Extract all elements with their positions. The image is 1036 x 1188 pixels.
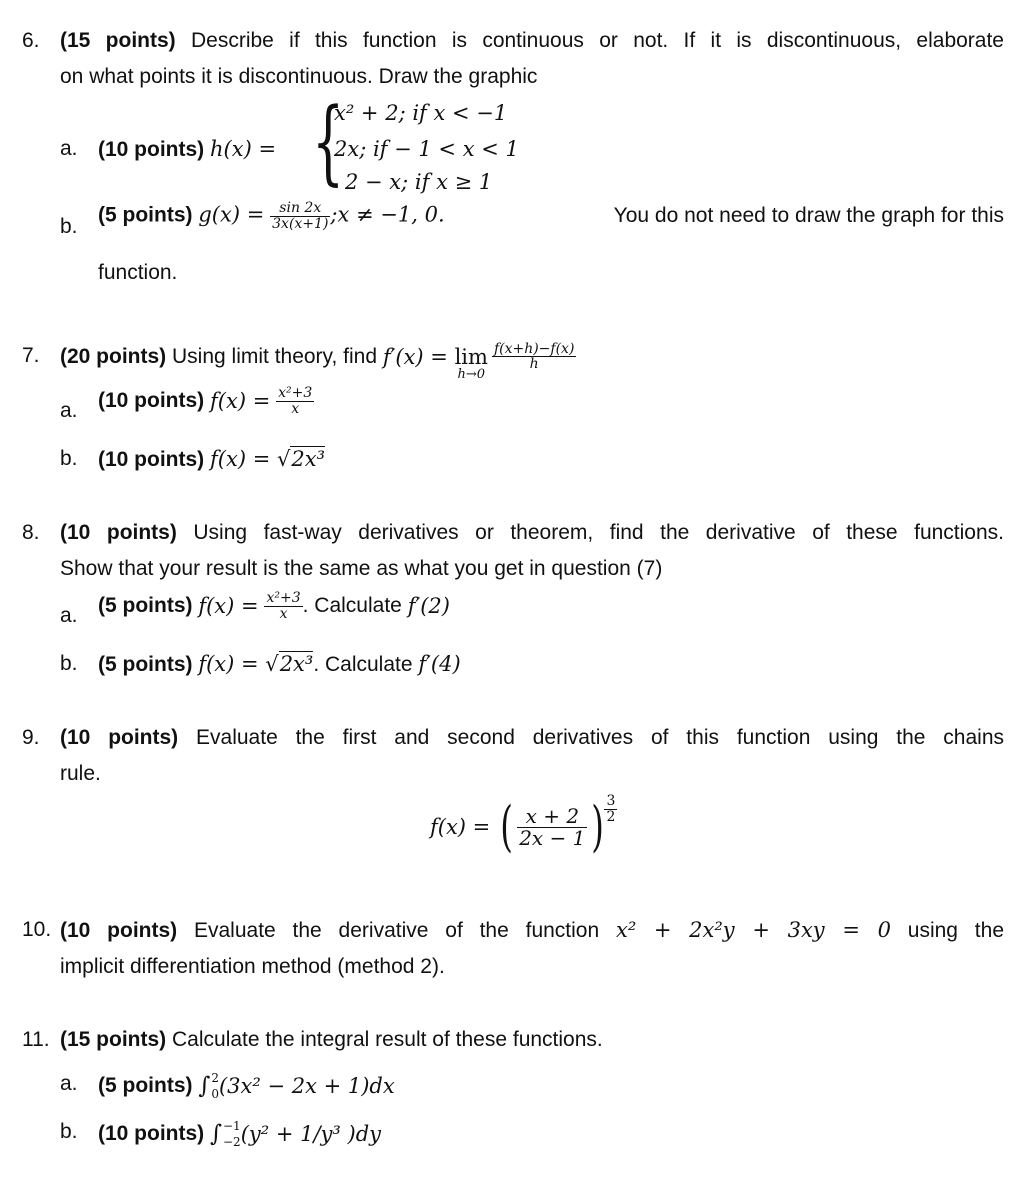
q6b-label: b. bbox=[60, 215, 78, 238]
q7a-body bbox=[98, 386, 314, 416]
q8a-denominator: x bbox=[264, 606, 302, 622]
q7-lim: lim bbox=[454, 345, 488, 369]
q7-number: 7. bbox=[22, 344, 40, 367]
q7-diff-quotient bbox=[492, 342, 576, 372]
q11a-integrand: (3x² − 2x + 1)dx bbox=[218, 1074, 395, 1098]
q7-limit bbox=[455, 346, 488, 382]
q8-number: 8. bbox=[22, 521, 40, 544]
q7-line bbox=[60, 332, 576, 382]
q8-line1 bbox=[60, 515, 1004, 551]
q11b-upper: −1 bbox=[223, 1119, 241, 1133]
q11a-body bbox=[98, 1072, 395, 1100]
q6-line1 bbox=[60, 23, 1004, 59]
q10-line1 bbox=[60, 912, 1004, 949]
q8b-body bbox=[98, 652, 461, 677]
q6b-fraction bbox=[270, 201, 330, 231]
q6a-body bbox=[98, 137, 276, 162]
q9-exponent bbox=[604, 794, 617, 824]
q8a-body bbox=[98, 591, 450, 621]
q10-line1b: using the bbox=[890, 919, 1004, 942]
q7-lim-sub: h→0 bbox=[457, 367, 486, 383]
q8-points: (10 points) bbox=[60, 521, 177, 544]
q6a-points: (10 points) bbox=[98, 138, 205, 161]
q8a-label: a. bbox=[60, 604, 78, 627]
q6-points: (15 points) bbox=[60, 29, 176, 52]
q6a-case2: 2x; if − 1 < x < 1 bbox=[334, 137, 519, 161]
q9-line1-text: Evaluate the first and second derivatives of this function using the chains bbox=[178, 726, 1005, 749]
q9-number: 9. bbox=[22, 726, 40, 749]
q10-line2: implicit differentiation method (method 2). bbox=[60, 955, 445, 978]
q9-formula bbox=[430, 793, 617, 858]
q7b-radicand: 2x³ bbox=[291, 447, 325, 471]
q11-line bbox=[60, 1028, 603, 1052]
q6b-func: g(x) = bbox=[198, 202, 265, 227]
q10-number: 10. bbox=[22, 918, 52, 941]
integral-sign-b: ∫ bbox=[210, 1121, 222, 1147]
q6b-denominator: 3x(x+1) bbox=[272, 215, 329, 232]
q8b-points: (5 points) bbox=[98, 653, 193, 676]
q6a-func: h(x) = bbox=[210, 137, 277, 161]
q9-points: (10 points) bbox=[60, 726, 179, 749]
q7-fprime: f′(x) = bbox=[382, 344, 455, 369]
q6a-label: a. bbox=[60, 137, 78, 160]
q8a-calc: f′(2) bbox=[407, 594, 450, 619]
q10-equation: x² + 2x²y + 3xy = 0 bbox=[616, 918, 891, 942]
piecewise-brace: { bbox=[312, 88, 345, 195]
q11a-lower: 0 bbox=[211, 1087, 219, 1101]
q8-line1-text: Using fast-way derivatives or theorem, find the derivative of these functions. bbox=[176, 521, 1004, 544]
q10-line1a: Evaluate the derivative of the function bbox=[177, 919, 616, 942]
q7-dq-numerator: f(x+h)−f(x) bbox=[493, 340, 575, 357]
q9-exp-denominator: 2 bbox=[606, 808, 616, 825]
q7a-func: f(x) = bbox=[210, 389, 271, 414]
q11-text: Calculate the integral result of these functions. bbox=[166, 1028, 603, 1051]
q8b-label: b. bbox=[60, 652, 78, 675]
q11a-upper: 2 bbox=[211, 1071, 219, 1085]
q8a-numerator: x²+3 bbox=[266, 590, 301, 606]
q8a-calc-prefix: . Calculate bbox=[302, 594, 408, 618]
q11b-points: (10 points) bbox=[98, 1122, 205, 1145]
q8b-calc-prefix: . Calculate bbox=[313, 653, 419, 676]
q7b-func: f(x) = √ bbox=[210, 447, 291, 471]
q7b-label: b. bbox=[60, 447, 78, 470]
q9-fraction bbox=[517, 803, 587, 850]
q11a-limits bbox=[211, 1072, 219, 1100]
q9-exp-numerator: 3 bbox=[606, 793, 616, 809]
q10-points: (10 points) bbox=[60, 919, 178, 942]
q7b-points: (10 points) bbox=[98, 448, 205, 471]
q9-right-paren: ) bbox=[591, 795, 605, 858]
q6b-rest: You do not need to draw the graph for this bbox=[613, 204, 1004, 228]
q6-line1-text: Describe if this function is continuous or not. If it is discontinuous, elaborate bbox=[175, 29, 1004, 52]
q7-dq-denominator: h bbox=[492, 356, 576, 372]
q7a-points: (10 points) bbox=[98, 389, 205, 413]
q11b-label: b. bbox=[60, 1120, 78, 1143]
q6b-points: (5 points) bbox=[98, 203, 193, 227]
q7b-body bbox=[98, 447, 325, 472]
q11b-body bbox=[98, 1120, 381, 1148]
q8b-calc: f′(4) bbox=[418, 652, 461, 676]
q9-left-paren: ( bbox=[500, 795, 513, 858]
q8a-fraction bbox=[264, 591, 302, 621]
q6a-case1: x² + 2; if x < −1 bbox=[334, 101, 508, 125]
q9-func: f(x) = bbox=[430, 815, 491, 839]
q8-line2: Show that your result is the same as what you get in question (7) bbox=[60, 557, 663, 580]
q6b-line2: function. bbox=[98, 261, 178, 284]
q6-number: 6. bbox=[22, 29, 40, 52]
q11a-points: (5 points) bbox=[98, 1074, 193, 1097]
integral-sign-a: ∫ bbox=[198, 1073, 211, 1099]
q6a-case3: 2 − x; if x ≥ 1 bbox=[345, 170, 493, 194]
q6b-body bbox=[98, 201, 1004, 231]
q7a-fraction bbox=[276, 386, 314, 416]
q11-points: (15 points) bbox=[60, 1028, 167, 1051]
q11-number: 11. bbox=[22, 1028, 50, 1051]
q11b-integrand: (y² + 1/y³ )dy bbox=[240, 1122, 382, 1146]
q9-numerator: x + 2 bbox=[525, 803, 580, 828]
q6b-numerator: sin 2x bbox=[279, 200, 322, 216]
q11a-label: a. bbox=[60, 1072, 78, 1095]
q7-text: Using limit theory, find bbox=[166, 344, 383, 368]
q11b-lower: −2 bbox=[223, 1135, 241, 1149]
q8a-func: f(x) = bbox=[198, 594, 259, 619]
q6b-condition: ;x ≠ −1, 0. bbox=[330, 202, 445, 227]
q11b-limits bbox=[223, 1120, 241, 1148]
q8b-radicand: 2x³ bbox=[279, 652, 314, 676]
q7a-numerator: x²+3 bbox=[278, 385, 313, 401]
q9-line2: rule. bbox=[60, 762, 101, 785]
q9-line1 bbox=[60, 720, 1004, 756]
q6-line2: on what points it is discontinuous. Draw the graphic bbox=[60, 65, 538, 88]
q7a-denominator: x bbox=[276, 401, 314, 417]
q7-points: (20 points) bbox=[60, 344, 167, 368]
q7a-label: a. bbox=[60, 399, 78, 422]
q8b-func: f(x) = √ bbox=[198, 652, 279, 676]
q9-denominator: 2x − 1 bbox=[519, 825, 586, 850]
q8a-points: (5 points) bbox=[98, 594, 193, 618]
